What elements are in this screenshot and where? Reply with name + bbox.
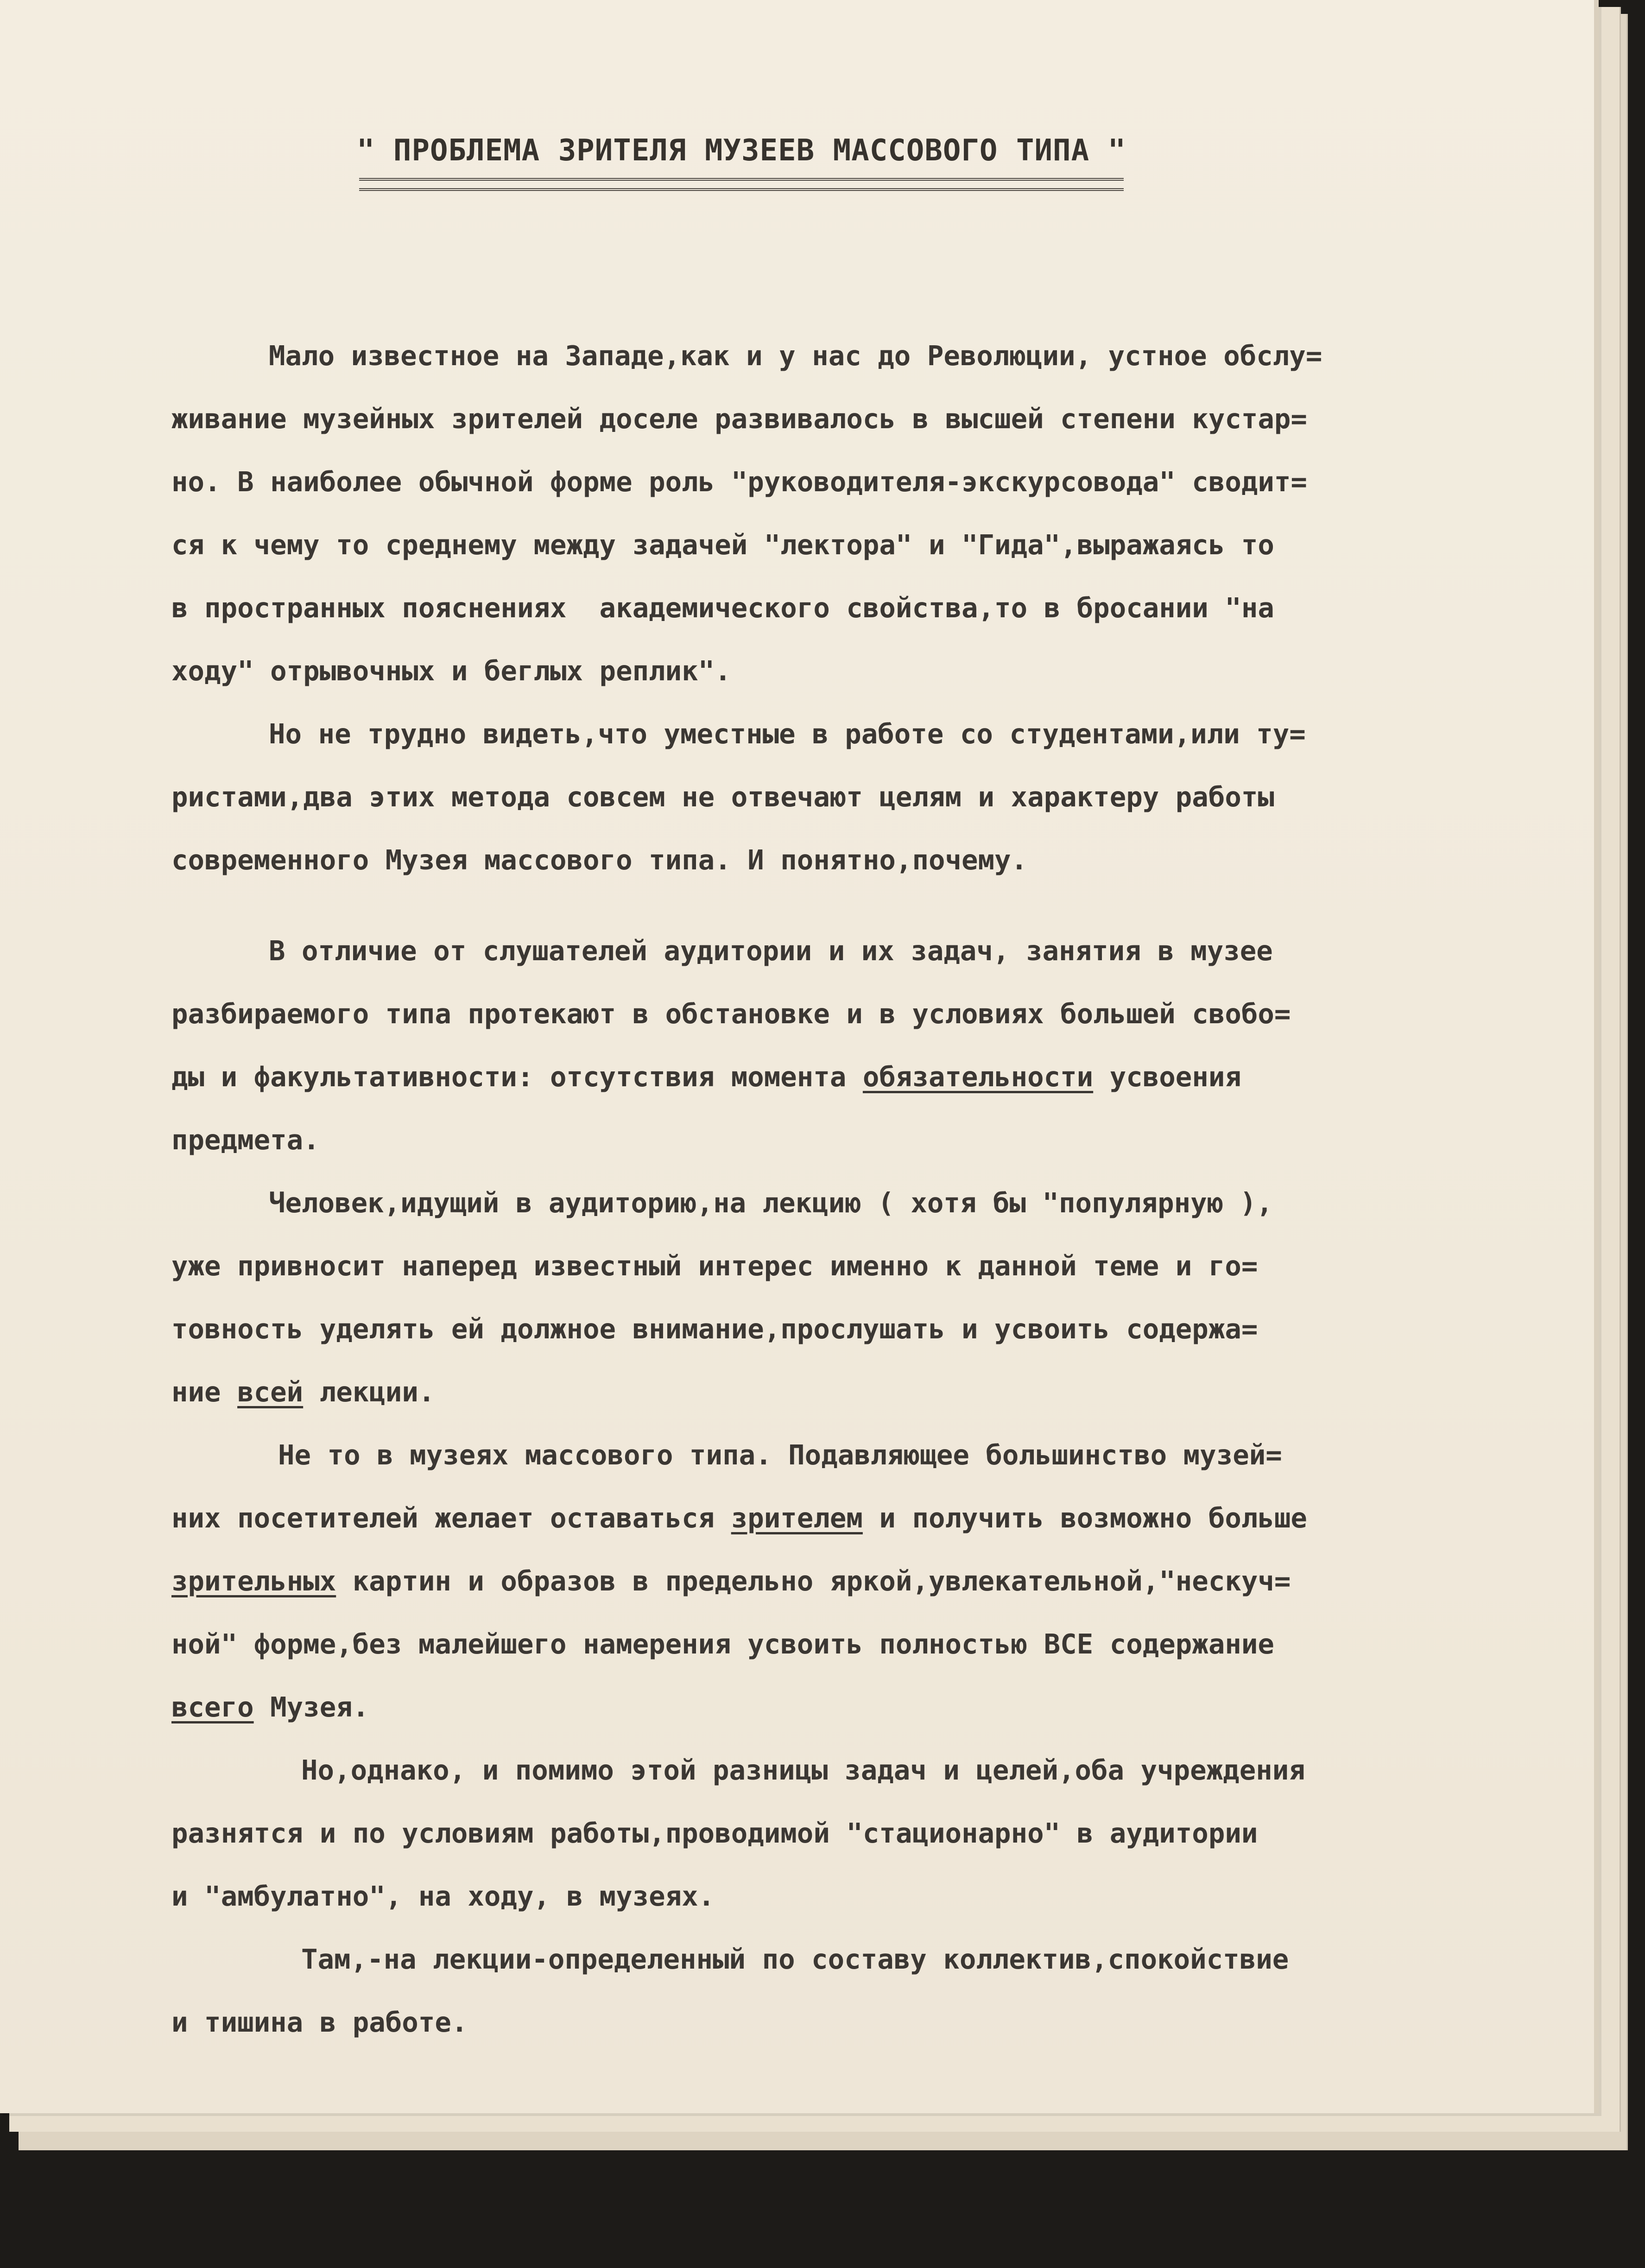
underlined-word: всей — [237, 1376, 304, 1408]
text-line: ходу" отрывочных и беглых реплик". — [171, 655, 731, 687]
text-line: Но не трудно видеть,что уместные в работе со студентами,или ту= — [269, 718, 1306, 750]
text-line: товность уделять ей должное внимание,прослушать и усвоить содержа= — [171, 1313, 1258, 1345]
document-title: " ПРОБЛЕМА ЗРИТЕЛЯ МУЗЕЕВ МАССОВОГО ТИПА " — [356, 133, 1126, 168]
text-line: ристами,два этих метода совсем не отвечают целям и характеру работы — [171, 781, 1274, 813]
text-line: живание музейных зрителей доселе развивалось в высшей степени кустар= — [171, 403, 1307, 435]
text-line — [171, 1361, 1585, 1424]
text-fragment: картин и образов в предельно яркой,увлекательной,"нескуч= — [336, 1565, 1291, 1597]
text-line: современного Музея массового типа. И понятно,почему. — [171, 844, 1028, 876]
paragraph — [171, 1424, 1585, 1739]
text-line — [171, 1487, 1585, 1550]
text-line: но. В наиболее обычной форме роль "руководителя-экскурсовода" сводит= — [171, 466, 1307, 498]
text-fragment: усвоения — [1093, 1061, 1241, 1093]
text-line: Человек,идущий в аудиторию,на лекцию ( хотя бы "популярную ), — [269, 1187, 1273, 1219]
text-line: предмета. — [171, 1124, 320, 1156]
title-double-underline — [359, 178, 1124, 191]
paragraph — [171, 703, 1585, 892]
paragraph — [171, 1172, 1585, 1424]
text-line: уже привносит наперед известный интерес именно к данной теме и го= — [171, 1250, 1258, 1282]
underlined-word: зрителем — [731, 1502, 863, 1534]
document-body — [171, 324, 1585, 2054]
text-line: Там,-на лекции-определенный по составу коллектив,спокойствие — [301, 1943, 1289, 1975]
text-fragment: ды и факультативности: отсутствия момента — [171, 1061, 863, 1093]
paragraph — [171, 1928, 1585, 2054]
text-line: разнятся и по условиям работы,проводимой "стационарно" в аудитории — [171, 1817, 1258, 1849]
text-fragment: Музея. — [253, 1691, 369, 1723]
text-line: и тишина в работе. — [171, 2006, 468, 2038]
paragraph — [171, 919, 1585, 1172]
text-line: ной" форме,без малейшего намерения усвоить полностью ВСЕ содержание — [171, 1628, 1274, 1660]
text-line: разбираемого типа протекают в обстановке и в условиях большей свобо= — [171, 998, 1291, 1030]
text-line: и "амбулатно", на ходу, в музеях. — [171, 1880, 715, 1912]
text-fragment: них посетителей желает оставаться — [171, 1502, 731, 1534]
text-fragment: лекции. — [303, 1376, 435, 1408]
text-line: Но,однако, и помимо этой разницы задач и целей,оба учреждения — [301, 1754, 1305, 1786]
text-fragment: ние — [171, 1376, 238, 1408]
underlined-word: всего — [171, 1691, 254, 1723]
text-line: ся к чему то среднему между задачей "лектора" и "Гида",выражаясь то — [171, 529, 1274, 561]
title-block — [287, 125, 1196, 191]
text-line — [171, 1045, 1585, 1109]
text-line: в пространных пояснениях академического свойства,то в бросании "на — [171, 592, 1274, 624]
text-line: В отличие от слушателей аудитории и их задач, занятия в музее — [269, 935, 1273, 967]
paragraph — [171, 324, 1585, 703]
underlined-word: обязательности — [862, 1061, 1094, 1093]
text-fragment: и получить возможно больше — [862, 1502, 1307, 1534]
paragraph — [171, 1739, 1585, 1928]
text-line — [171, 1676, 1585, 1739]
text-line — [171, 1550, 1585, 1613]
text-line: Мало известное на Западе,как и у нас до Революции, устное обслу= — [269, 340, 1322, 372]
text-line: Не то в музеях массового типа. Подавляющее большинство музей= — [278, 1439, 1282, 1471]
underlined-word: зрительных — [171, 1565, 336, 1597]
